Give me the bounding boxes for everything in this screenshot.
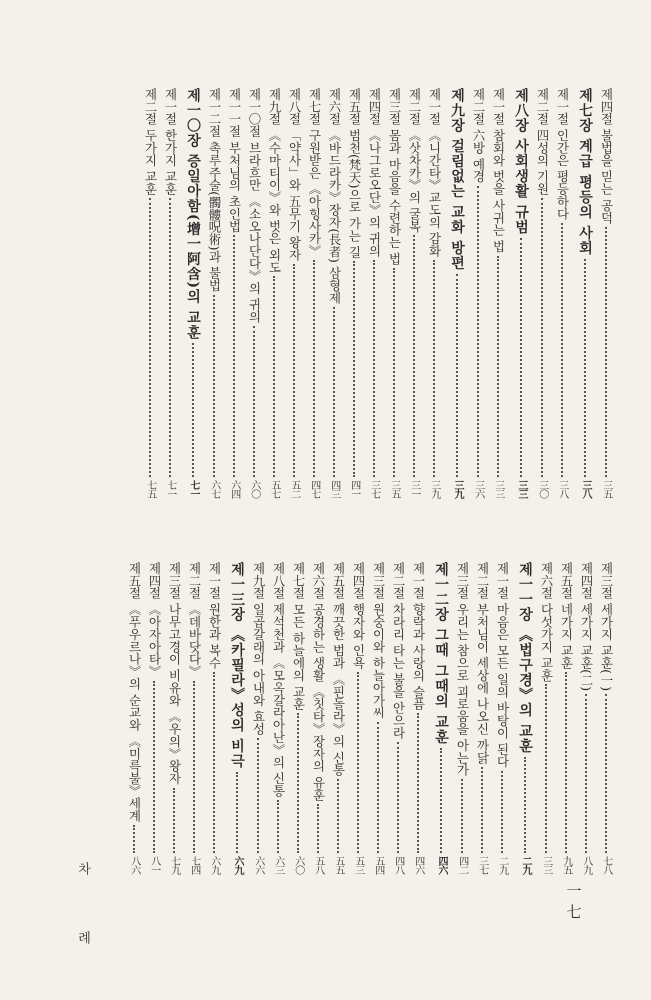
toc-entry-title: 제一절 한가지 교훈 — [163, 88, 178, 196]
toc-entry-page: 三八 — [556, 480, 568, 498]
toc-entry-page: 八九 — [580, 856, 592, 874]
toc-entry-title: 제七절 구원받은 《아힝사카》 — [307, 88, 322, 258]
toc-chapter-entry — [450, 88, 464, 498]
toc-entry-title: 제三절 세가지 교훈(一) — [599, 562, 614, 692]
dot-leader — [481, 767, 483, 853]
dot-leader — [605, 694, 607, 853]
toc-entry-page: 七九 — [168, 856, 180, 874]
dot-leader — [373, 260, 375, 477]
toc-entry-page: 六六 — [252, 856, 264, 874]
toc-entry-page: 七四 — [188, 856, 200, 874]
toc-entry-title: 제二절 부처님이 세상에 나오신 까닭 — [475, 562, 490, 764]
dot-leader — [545, 684, 547, 853]
dot-leader — [153, 681, 155, 853]
dot-leader — [133, 825, 135, 853]
toc-section-entry — [408, 88, 420, 498]
toc-entry-title: 제四절 행자와 인욕 — [351, 562, 366, 670]
toc-entry-title: 제一절 《니간타》교도의 감화 — [427, 88, 442, 258]
toc-entry-page: 四八 — [392, 856, 404, 874]
toc-section-entry — [312, 562, 324, 874]
toc-entry-title: 제一절 인간은 평등하다 — [555, 88, 570, 220]
toc-section-entry — [148, 562, 160, 874]
toc-entry-page: 七五 — [144, 480, 156, 498]
toc-section-entry — [208, 88, 220, 498]
toc-entry-title: 제一절 원한과 복수 — [207, 562, 222, 670]
toc-chapter-entry — [230, 562, 244, 874]
dot-leader — [413, 235, 415, 477]
toc-section-entry — [476, 562, 488, 874]
dot-leader — [541, 198, 543, 477]
dot-leader — [433, 260, 435, 477]
toc-entry-page: 六〇 — [248, 480, 260, 498]
toc-entry-title: 제八장 사회생활 규범 — [513, 88, 529, 235]
toc-entry-page: 六七 — [208, 480, 220, 498]
toc-section-entry — [208, 562, 220, 874]
dot-leader — [277, 800, 279, 853]
dot-leader — [565, 672, 567, 853]
toc-entry-page: 四一 — [348, 480, 360, 498]
dot-leader — [193, 681, 195, 853]
toc-entry-title: 제四절 《아자아타》 — [147, 562, 162, 678]
toc-section-entry — [272, 562, 284, 874]
dot-leader — [477, 186, 479, 477]
toc-entry-page: 二九 — [496, 856, 508, 874]
toc-entry-title: 제一一장 《법구경》의 교훈 — [517, 562, 533, 754]
toc-entry-title: 제七장 계급 평등의 사회 — [577, 88, 593, 256]
toc-section-entry — [368, 88, 380, 498]
toc-entry-page: 三八 — [580, 480, 591, 498]
toc-entry-title: 제五절 범천(梵天)으로 가는 길 — [347, 88, 362, 259]
toc-entry-title: 제三절 몸과 마음을 수련하는 법 — [387, 88, 402, 265]
toc-entry-title: 제六절 《바드라카》장자(長者) 삼형제 — [327, 88, 342, 304]
toc-section-entry — [536, 88, 548, 498]
toc-entry-title: 제一절 참회와 벗을 사귀는 법 — [491, 88, 506, 253]
toc-entry-title: 제三절 우리는 참으로 괴로움을 아는가 — [455, 562, 470, 777]
toc-section-entry — [600, 562, 612, 874]
toc-section-entry — [188, 562, 200, 874]
dot-leader — [257, 738, 259, 853]
toc-entry-title: 제四절 《나그로오단》의 귀의 — [367, 88, 382, 258]
toc-entry-title: 제一〇절 브라흐만 《소오나단다》의 귀의 — [247, 88, 262, 324]
toc-section-entry — [348, 88, 360, 498]
toc-entry-page: 三三 — [516, 480, 527, 498]
toc-section-entry — [540, 562, 552, 874]
toc-entry-page: 三七 — [476, 856, 488, 874]
dot-leader — [313, 260, 315, 477]
dot-leader — [337, 779, 339, 853]
toc-entry-page: 八六 — [128, 856, 140, 874]
toc-entry-page: 二九 — [520, 856, 531, 874]
dot-leader — [173, 788, 175, 853]
dot-leader — [561, 223, 563, 477]
toc-entry-title: 제七절 모든 하늘에의 교훈 — [291, 562, 306, 711]
toc-chapter-entry — [186, 88, 200, 498]
toc-entry-title: 제二절 《데바닷다》 — [187, 562, 202, 678]
toc-entry-page: 九五 — [560, 856, 572, 874]
toc-entry-page: 五四 — [372, 856, 384, 874]
toc-entry-page: 三九 — [428, 480, 440, 498]
toc-section-entry — [428, 88, 440, 498]
toc-section-entry — [164, 88, 176, 498]
dot-leader — [169, 198, 171, 477]
toc-section-entry — [144, 88, 156, 498]
dot-leader — [397, 742, 399, 853]
dot-leader — [440, 748, 442, 853]
toc-section-entry — [456, 562, 468, 874]
toc-section-entry — [388, 88, 400, 498]
toc-section-entry — [328, 88, 340, 498]
toc-entry-title: 제一二절 촉루주술(髑髏呪術)과 불법 — [207, 88, 222, 292]
toc-chapter-entry — [518, 562, 532, 874]
toc-section-entry — [228, 88, 240, 498]
toc-bottom-block — [120, 562, 612, 874]
toc-entry-page: 五二 — [288, 480, 300, 498]
toc-top-block — [136, 88, 612, 498]
dot-leader — [192, 343, 194, 477]
toc-entry-title: 제四절 세가지 교훈(二) — [579, 562, 594, 692]
dot-leader — [417, 713, 419, 853]
toc-section-entry — [556, 88, 568, 498]
toc-entry-page: 七八 — [600, 856, 612, 874]
dot-leader — [236, 772, 238, 853]
toc-entry-page: 五三 — [352, 856, 364, 874]
dot-leader — [149, 198, 151, 477]
dot-leader — [213, 672, 215, 853]
dot-leader — [520, 238, 522, 477]
toc-chapter-entry — [514, 88, 528, 498]
toc-section-entry — [352, 562, 364, 874]
toc-entry-page: 三〇 — [536, 480, 548, 498]
dot-leader — [393, 268, 395, 477]
toc-entry-page: 四七 — [308, 480, 320, 498]
dot-leader — [497, 256, 499, 477]
toc-entry-page: 三一 — [408, 480, 420, 498]
dot-leader — [501, 771, 503, 853]
toc-entry-title: 제九장 걸림없는 교화 방편 — [449, 88, 465, 271]
toc-section-entry — [128, 562, 140, 874]
toc-entry-title: 제六절 다섯가지 교훈 — [539, 562, 554, 682]
toc-section-entry — [560, 562, 572, 874]
toc-section-entry — [292, 562, 304, 874]
toc-section-entry — [288, 88, 300, 498]
toc-entry-title: 제三절 나무고경이 비유와 《우의》왕자 — [167, 562, 182, 785]
dot-leader — [317, 804, 319, 853]
toc-entry-page: 六四 — [228, 480, 240, 498]
toc-entry-page: 三五 — [388, 480, 400, 498]
dot-leader — [524, 757, 526, 853]
toc-section-entry — [412, 562, 424, 874]
toc-section-entry — [496, 562, 508, 874]
dot-leader — [585, 694, 587, 853]
toc-entry-title: 제四절 불법을 믿는 공덕 — [599, 88, 614, 224]
toc-section-entry — [472, 88, 484, 498]
toc-entry-title: 제一〇장 증일아함(增一阿含)의 교훈 — [185, 88, 201, 340]
toc-entry-page: 六三 — [272, 856, 284, 874]
toc-entry-title: 제二절 六방 예경 — [471, 88, 486, 183]
toc-section-entry — [332, 562, 344, 874]
running-header: 차 례 — [75, 862, 90, 971]
toc-entry-title: 제二절 四성의 기원 — [535, 88, 550, 196]
dot-leader — [584, 259, 586, 477]
toc-entry-title: 제九절 일곱갈래의 아내와 효성 — [251, 562, 266, 736]
toc-entry-title: 제三절 원숭이와 하늘아가씨 — [371, 562, 386, 719]
dot-leader — [293, 264, 295, 477]
toc-entry-title: 제一二장 그때 그때의 교훈 — [433, 562, 449, 745]
toc-entry-page: 三七 — [368, 480, 380, 498]
toc-entry-page: 八一 — [148, 856, 160, 874]
toc-entry-page: 六〇 — [292, 856, 304, 874]
toc-entry-title: 제一三장 《카필라》성의 비극 — [229, 562, 245, 769]
toc-entry-page: 四二 — [456, 856, 468, 874]
toc-entry-page: 四六 — [436, 856, 447, 874]
toc-entry-page: 六九 — [232, 856, 243, 874]
toc-section-entry — [248, 88, 260, 498]
toc-entry-page: 三三 — [492, 480, 504, 498]
toc-entry-page: 三六 — [472, 480, 484, 498]
toc-section-entry — [308, 88, 320, 498]
toc-entry-page: 三九 — [452, 480, 463, 498]
toc-entry-page: 五七 — [268, 480, 280, 498]
toc-entry-page: 五五 — [332, 856, 344, 874]
toc-entry-page: 四六 — [412, 856, 424, 874]
dot-leader — [605, 227, 607, 477]
dot-leader — [253, 326, 255, 477]
toc-section-entry — [580, 562, 592, 874]
toc-entry-page: 五八 — [312, 856, 324, 874]
toc-entry-title: 제六절 공경하는 생활 《칫타》장자의 유훈 — [311, 562, 326, 801]
toc-entry-page: 七一 — [188, 480, 199, 498]
toc-section-entry — [392, 562, 404, 874]
dot-leader — [273, 276, 275, 477]
toc-entry-title: 제一절 마음은 모든 일의 바탕이 된다 — [495, 562, 510, 768]
toc-entry-page: 六九 — [208, 856, 220, 874]
dot-leader — [233, 235, 235, 477]
toc-entry-page: 三五 — [600, 480, 612, 498]
toc-entry-page: 三三 — [540, 856, 552, 874]
toc-entry-title: 제二절 차라리 타는 불을 안으라 — [391, 562, 406, 739]
dot-leader — [456, 274, 458, 477]
dot-leader — [377, 722, 379, 853]
toc-entry-title: 제五절 《푸우르나》의 순교와 《미륵불》세계 — [127, 562, 142, 822]
dot-leader — [461, 779, 463, 853]
toc-entry-title: 제九절 《수마티이》와 벗은 외도 — [267, 88, 282, 274]
toc-section-entry — [268, 88, 280, 498]
toc-entry-page: 七一 — [164, 480, 176, 498]
toc-section-entry — [600, 88, 612, 498]
toc-section-entry — [168, 562, 180, 874]
toc-entry-page: 四三 — [328, 480, 340, 498]
toc-entry-title: 제二절 두가지 교훈 — [143, 88, 158, 196]
dot-leader — [333, 307, 335, 477]
toc-entry-title: 제八절 제석천과 《모옥갈라아난》의 신통 — [271, 562, 286, 798]
toc-entry-title: 제一절 향락과 사랑의 슬픔 — [411, 562, 426, 711]
toc-entry-title: 제八절 「약사」와 五무기 왕자 — [287, 88, 302, 262]
toc-section-entry — [492, 88, 504, 498]
toc-chapter-entry — [434, 562, 448, 874]
toc-entry-title: 제五절 네가지 교훈 — [559, 562, 574, 670]
dot-leader — [213, 295, 215, 477]
toc-entry-title: 제二절 《삿차카》의 굴복 — [407, 88, 422, 233]
dot-leader — [297, 713, 299, 853]
dot-leader — [353, 261, 355, 477]
page-number: 一七 — [566, 882, 584, 921]
toc-entry-title: 제五절 깨끗한 범과 《핀돌라》의 신통 — [331, 562, 346, 777]
toc-chapter-entry — [578, 88, 592, 498]
toc-entry-title: 제一一절 부처님의 초인법 — [227, 88, 242, 233]
dot-leader — [357, 672, 359, 853]
toc-section-entry — [252, 562, 264, 874]
toc-section-entry — [372, 562, 384, 874]
